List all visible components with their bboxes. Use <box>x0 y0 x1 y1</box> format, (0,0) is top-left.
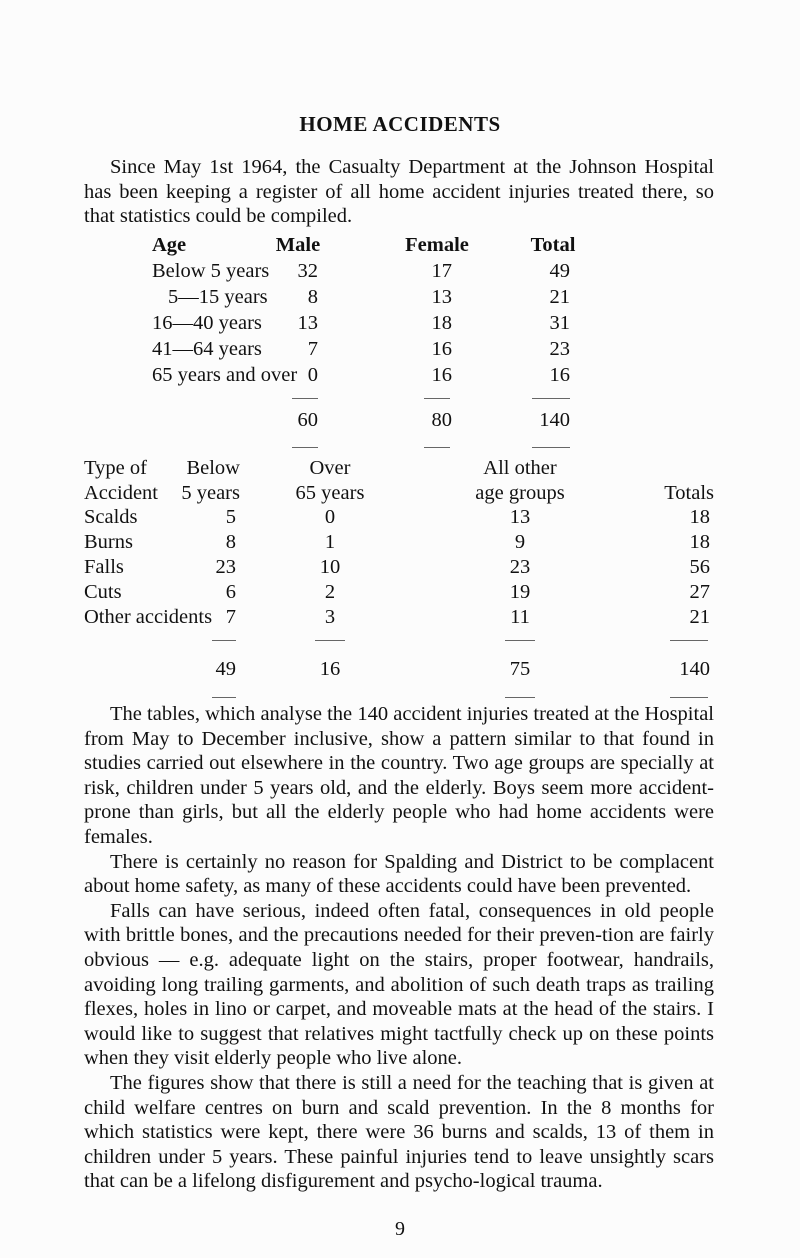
table-row-label: Cuts <box>84 581 122 603</box>
table-cell: 18 <box>431 312 452 334</box>
type-header-over: Over <box>309 457 351 479</box>
paragraph: The tables, which analyse the 140 accident injuries treated at the Hospital from May to December inclusive, show a pattern similar to that found in studies carried out elsewhere in the country. Two age groups are specially at risk, children under 5 years old, and the elderly. Boys seem more accident-prone than girls, but all the elderly people who had home accidents were females. <box>84 703 714 848</box>
total-cell: 140 <box>539 409 570 431</box>
table-row-label: Other accidents <box>84 606 213 628</box>
divider <box>424 398 450 399</box>
age-header-male: Male <box>275 234 321 256</box>
table-cell: 23 <box>509 556 531 578</box>
table-cell: 19 <box>509 581 531 603</box>
divider <box>212 697 236 698</box>
divider <box>292 447 318 448</box>
table-row-label: 16—40 years <box>152 312 262 334</box>
divider <box>212 640 236 641</box>
table-cell: 16 <box>549 364 570 386</box>
type-header-totals: Totals <box>664 482 714 504</box>
table-cell: 0 <box>307 364 318 386</box>
total-cell: 16 <box>319 658 341 680</box>
table-cell: 7 <box>307 338 318 360</box>
divider <box>670 640 708 641</box>
table-cell: 11 <box>510 606 530 628</box>
total-cell: 60 <box>297 409 318 431</box>
divider <box>532 447 570 448</box>
table-cell: 49 <box>549 260 570 282</box>
divider <box>670 697 708 698</box>
table-cell: 16 <box>431 338 452 360</box>
table-row-label: 5—15 years <box>168 286 268 308</box>
table-cell: 13 <box>509 506 531 528</box>
table-row-label: Falls <box>84 556 124 578</box>
paragraph: There is certainly no reason for Spalding and District to be complacent about home safety, as many of these accidents could have been prevented. <box>84 850 714 898</box>
table-cell: 10 <box>319 556 341 578</box>
page-number: 9 <box>395 1218 405 1240</box>
age-header-female: Female <box>405 234 469 256</box>
table-cell: 21 <box>549 286 570 308</box>
divider <box>505 640 535 641</box>
paragraph: Falls can have serious, indeed often fatal, consequences in old people with brittle bones, and the precautions needed for their preven-tion are fairly obvious — e.g. adequate light on the stairs, proper footwear, handrails, avoiding long trailing garments, and abolition of such death traps as trailing flexes, holes in lino or carpet, and moveable mats at the head of the stairs. I would like to suggest that relatives might tactfully check up on these points when they visit elderly people who live alone. <box>84 899 714 1070</box>
type-header-over: 65 years <box>295 482 365 504</box>
table-cell: 3 <box>324 606 336 628</box>
table-cell: 8 <box>225 531 236 553</box>
age-header-total: Total <box>530 234 576 256</box>
table-cell: 0 <box>324 506 336 528</box>
table-cell: 18 <box>689 506 710 528</box>
table-cell: 8 <box>307 286 318 308</box>
type-header-type: Accident <box>84 482 158 504</box>
table-cell: 23 <box>215 556 236 578</box>
table-cell: 2 <box>324 581 336 603</box>
table-cell: 31 <box>549 312 570 334</box>
table-cell: 56 <box>689 556 710 578</box>
total-cell: 140 <box>679 658 710 680</box>
table-cell: 18 <box>689 531 710 553</box>
page-title: HOME ACCIDENTS <box>299 112 501 136</box>
total-cell: 49 <box>215 658 236 680</box>
table-cell: 32 <box>297 260 318 282</box>
divider <box>532 398 570 399</box>
type-header-other: All other <box>483 457 557 479</box>
table-cell: 17 <box>431 260 452 282</box>
divider <box>424 447 450 448</box>
type-header-other: age groups <box>475 482 565 504</box>
age-header-age: Age <box>152 234 187 256</box>
table-cell: 7 <box>225 606 236 628</box>
table-cell: 6 <box>225 581 236 603</box>
table-cell: 16 <box>431 364 452 386</box>
table-cell: 21 <box>689 606 710 628</box>
type-header-below: 5 years <box>181 482 240 504</box>
table-row-label: Burns <box>84 531 133 553</box>
table-cell: 13 <box>431 286 452 308</box>
total-cell: 80 <box>431 409 452 431</box>
table-row-label: 65 years and over <box>152 364 298 386</box>
table-row-label: Scalds <box>84 506 138 528</box>
total-cell: 75 <box>509 658 531 680</box>
intro-paragraph: Since May 1st 1964, the Casualty Department at the Johnson Hospital has been keeping a register of all home accident injuries treated there, so that statistics could be compiled. <box>84 156 714 227</box>
table-row-label: 41—64 years <box>152 338 262 360</box>
table-cell: 9 <box>514 531 526 553</box>
body-text <box>84 702 714 1194</box>
divider <box>292 398 318 399</box>
paragraph: The figures show that there is still a need for the teaching that is given at child welfare centres on burn and scald prevention. In the 8 months for which statistics were kept, there were 36 burns and scalds, 13 of them in children under 5 years. These painful injuries tend to leave unsightly scars that can be a lifelong disfigurement and psycho-logical trauma. <box>84 1071 714 1193</box>
table-cell: 23 <box>549 338 570 360</box>
table-cell: 13 <box>297 312 318 334</box>
table-cell: 1 <box>324 531 336 553</box>
table-cell: 5 <box>225 506 236 528</box>
type-header-below: Below <box>186 457 240 479</box>
divider <box>505 697 535 698</box>
table-row-label: Below 5 years <box>152 260 270 282</box>
type-header-type: Type of <box>84 457 147 479</box>
table-cell: 27 <box>689 581 710 603</box>
divider <box>315 640 345 641</box>
